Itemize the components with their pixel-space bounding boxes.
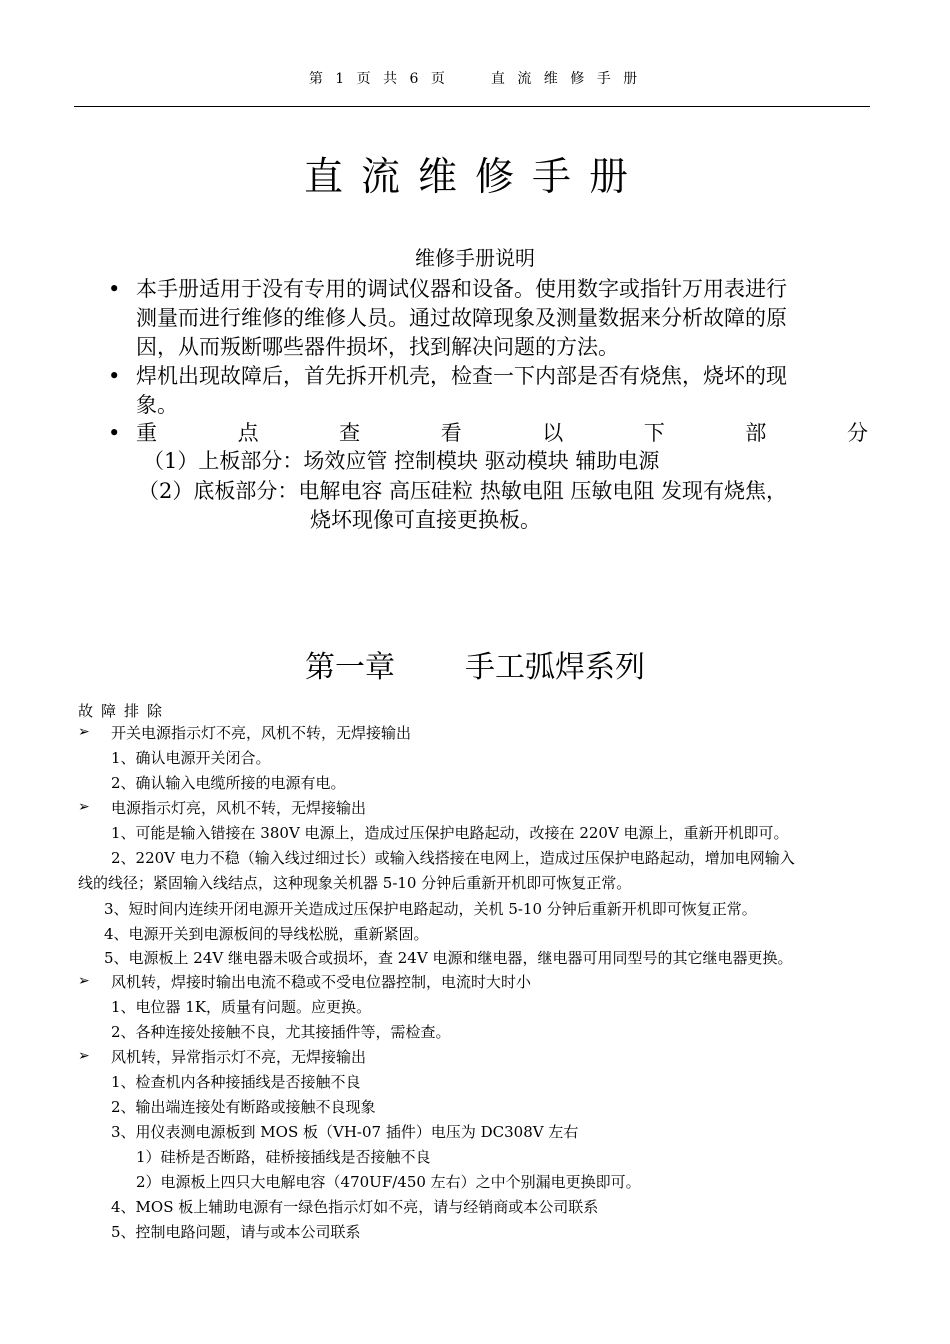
bullet-line: 本手册适用于没有专用的调试仪器和设备。使用数字或指针万用表进行	[136, 277, 787, 301]
fault-heading: 风机转，焊接时输出电流不稳或不受电位器控制，电流时大时小	[111, 973, 532, 991]
bullet-line: 因，从而叛断哪些器件损坏，找到解决问题的方法。	[136, 335, 619, 359]
bullet-marker: •	[108, 421, 121, 445]
fault-substep: 2）电源板上四只大电解电容（470UF/450 左右）之中个别漏电更换即可。	[136, 1173, 641, 1191]
chapter-name: 手工弧焊系列	[465, 650, 645, 685]
fault-heading: 风机转，异常指示灯不亮，无焊接输出	[111, 1048, 367, 1066]
page-header	[0, 68, 950, 88]
upper-board-parts: （1）上板部分：场效应管 控制模块 驱动模块 辅助电源	[143, 449, 660, 473]
bullet-line: 测量而进行维修的维修人员。通过故障现象及测量数据来分析故障的原	[136, 306, 787, 330]
fault-step: 1、确认电源开关闭合。	[111, 749, 271, 767]
fault-step: 4、电源开关到电源板间的导线松脱，重新紧固。	[104, 925, 429, 943]
arrow-bullet-icon: ➢	[78, 724, 90, 740]
fault-step: 2、输出端连接处有断路或接触不良现象	[111, 1098, 376, 1116]
bullet-line: 象。	[136, 393, 178, 417]
fault-step-continued: 线的线径；紧固输入线结点，这种现象关机器 5-10 分钟后重新开机即可恢复正常。	[78, 874, 632, 892]
fault-step: 2、220V 电力不稳（输入线过细过长）或输入线搭接在电网上，造成过压保护电路起动，增加电网输入	[111, 849, 795, 867]
intro-bullet-3	[108, 419, 868, 448]
document-subtitle: 维修手册说明	[415, 246, 535, 270]
arrow-bullet-icon: ➢	[78, 799, 90, 815]
chapter-number: 第一章	[305, 650, 395, 685]
intro-bullet-2	[108, 362, 868, 420]
spread-heading: 重 点 查 看 以 下 部 分	[136, 421, 868, 445]
bullet-marker: •	[108, 364, 121, 388]
fault-step: 1、检查机内各种接插线是否接触不良	[111, 1073, 361, 1091]
lower-board-parts: （2）底板部分：电解电容 高压硅粒 热敏电阻 压敏电阻 发现有烧焦， 烧坏现像可直接更换板。	[138, 479, 788, 532]
fault-step: 1、可能是输入错接在 380V 电源上，造成过压保护电路起动，改接在 220V 电源上，重新开机即可。	[111, 824, 789, 842]
bullet-line: 焊机出现故障后，首先拆开机壳，检查一下内部是否有烧焦，烧坏的现	[136, 364, 787, 388]
fault-substep: 1）硅桥是否断路，硅桥接插线是否接触不良	[136, 1148, 431, 1166]
document-title: 直流维修手册	[303, 155, 646, 200]
fault-step: 4、MOS 板上辅助电源有一绿色指示灯如不亮，请与经销商或本公司联系	[111, 1198, 599, 1216]
fault-heading: 电源指示灯亮，风机不转，无焊接输出	[111, 799, 367, 817]
section-title: 故障排除	[78, 702, 171, 720]
arrow-bullet-icon: ➢	[78, 1048, 90, 1064]
fault-step: 3、用仪表测电源板到 MOS 板（VH-07 插件）电压为 DC308V 左右	[111, 1123, 579, 1141]
fault-step: 2、各种连接处接触不良，尤其接插件等，需检查。	[111, 1023, 451, 1041]
fault-step: 3、短时间内连续开闭电源开关造成过压保护电路起动，关机 5-10 分钟后重新开机即可恢复正常。	[104, 900, 757, 918]
intro-bullet-1	[108, 275, 868, 362]
chapter-title	[0, 642, 950, 686]
fault-step: 1、电位器 1K，质量有问题。应更换。	[111, 998, 372, 1016]
header-rule	[74, 106, 870, 107]
fault-heading: 开关电源指示灯不亮，风机不转，无焊接输出	[111, 724, 412, 742]
fault-step: 5、控制电路问题，请与或本公司联系	[111, 1223, 361, 1241]
fault-step: 5、电源板上 24V 继电器未吸合或损坏，查 24V 电源和继电器，继电器可用同型号的其它继电器更换。	[104, 949, 793, 967]
header-doc-name: 直 流 维 修 手 册	[490, 71, 642, 87]
page-number: 第 1 页 共 6 页	[308, 71, 449, 87]
fault-step: 2、确认输入电缆所接的电源有电。	[111, 774, 346, 792]
arrow-bullet-icon: ➢	[78, 973, 90, 989]
bullet-marker: •	[108, 277, 121, 301]
